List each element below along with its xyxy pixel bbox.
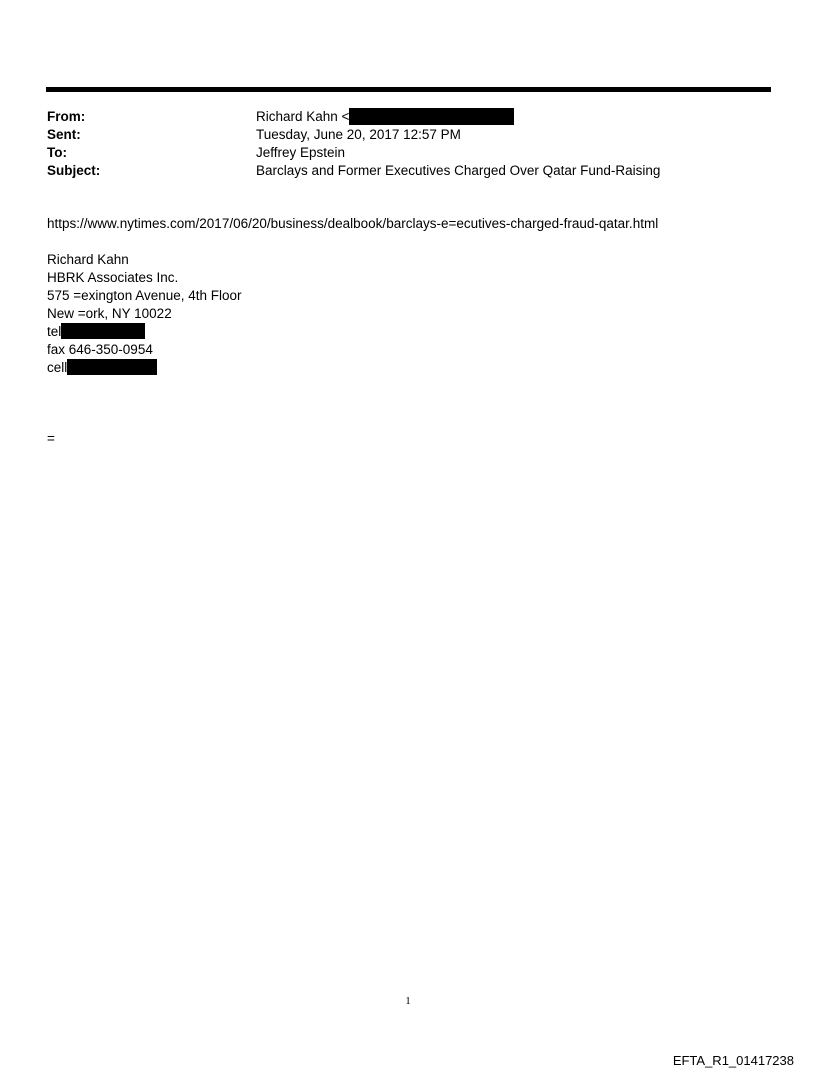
redaction-block	[349, 108, 514, 125]
redaction-block	[67, 359, 157, 375]
page-number: 1	[405, 995, 411, 1007]
subject-row	[47, 162, 767, 180]
document-id: EFTA_R1_01417238	[672, 1053, 794, 1068]
signature-company: HBRK Associates Inc.	[47, 270, 179, 285]
to-value: Jeffrey Epstein	[256, 145, 346, 160]
cell-label: cell	[47, 360, 68, 375]
signature-fax: fax 646-350-0954	[47, 342, 153, 357]
redaction-block	[61, 323, 145, 339]
tel-label: tel	[47, 324, 62, 339]
header-rule	[46, 87, 771, 92]
signature-tel	[47, 323, 242, 341]
subject-label: Subject:	[47, 163, 101, 178]
article-link[interactable]: https://www.nytimes.com/2017/06/20/business/dealbook/barclays-e=ecutives-charged-fraud-qatar.html	[47, 216, 659, 231]
signature-cell	[47, 359, 242, 377]
sent-row	[47, 126, 767, 144]
to-label: To:	[47, 145, 67, 160]
signature-address-line1: 575 =exington Avenue, 4th Floor	[47, 288, 242, 303]
from-row	[47, 108, 767, 126]
signature-block	[47, 251, 242, 377]
email-header	[47, 108, 767, 180]
sent-label: Sent:	[47, 127, 81, 142]
from-text: Richard Kahn <	[256, 109, 350, 124]
from-label: From:	[47, 109, 86, 124]
to-row	[47, 144, 767, 162]
from-value	[256, 108, 514, 126]
signature-address-line2: New =ork, NY 10022	[47, 306, 172, 321]
trailing-text: =	[47, 431, 55, 446]
subject-value: Barclays and Former Executives Charged Over Qatar Fund-Raising	[256, 163, 661, 178]
signature-name: Richard Kahn	[47, 252, 129, 267]
sent-value: Tuesday, June 20, 2017 12:57 PM	[256, 127, 461, 142]
